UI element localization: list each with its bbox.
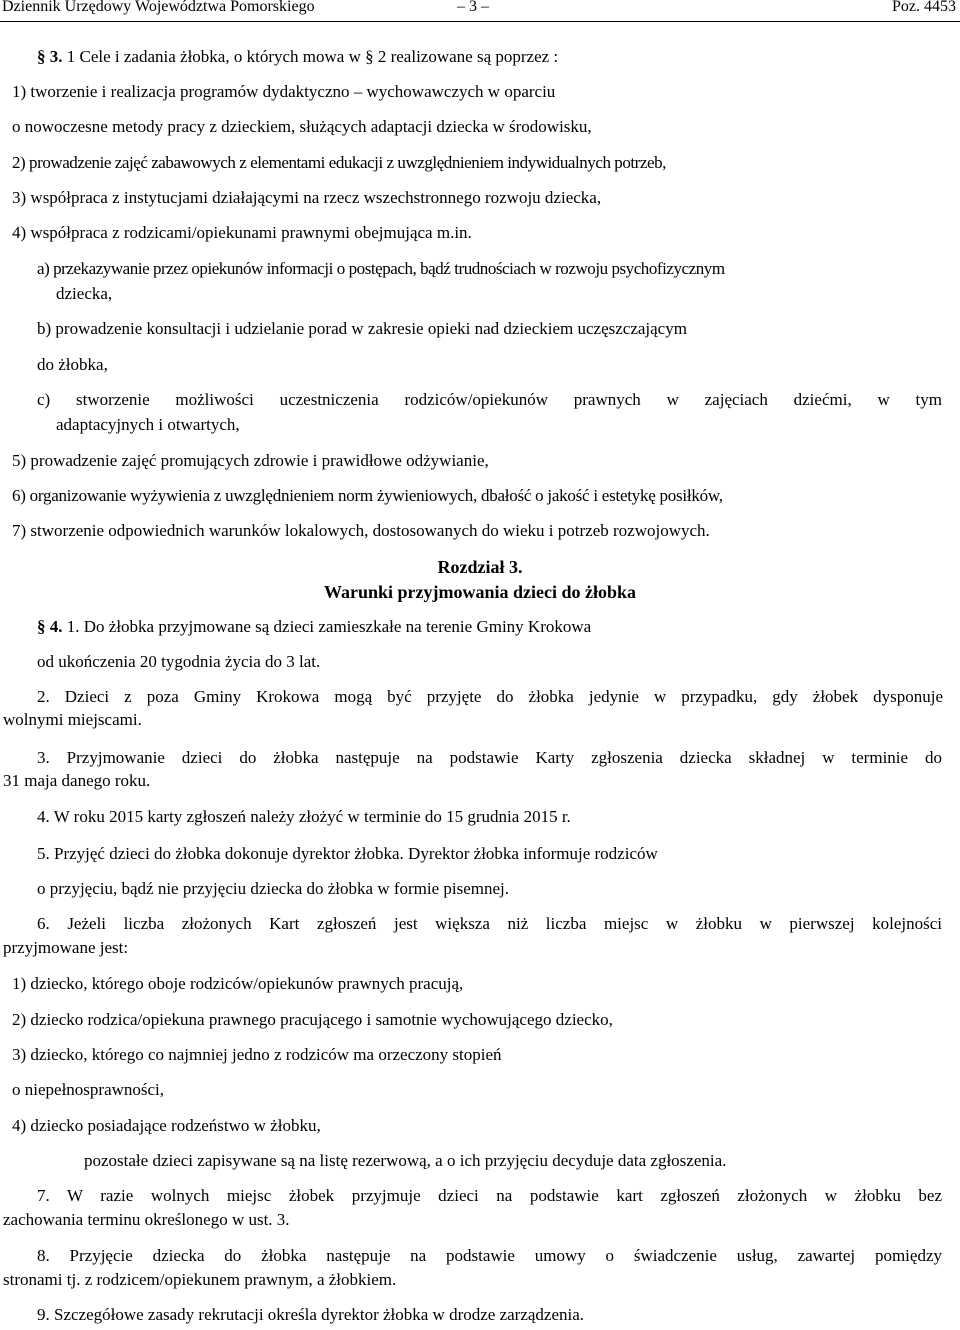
section-4-p5-line-2: o przyjęciu, bądź nie przyjęciu dziecka do żłobka w formie pisemnej. [37, 879, 510, 898]
section-4-p6-item-4: 4) dziecko posiadające rodzeństwo w żłobku, [12, 1116, 321, 1135]
section-3-item-1b: o nowoczesne metody pracy z dzieckiem, służących adaptacji dziecka w środowisku, [12, 117, 592, 136]
section-4-p3-line-2: 31 maja danego roku. [3, 771, 151, 790]
section-3-intro: 1 Cele i zadania żłobka, o których mowa w § 2 realizowane są poprzez : [66, 47, 559, 66]
section-4-p6-item-2: 2) dziecko rodzica/opiekuna prawnego pracującego i samotnie wychowującego dziecko, [12, 1010, 613, 1029]
section-4-p9: 9. Szczegółowe zasady rekrutacji określa dyrektor żłobka w drodze zarządzenia. [37, 1305, 585, 1324]
header-rule [0, 21, 960, 22]
section-3-sub-a-line-2: dziecka, [56, 284, 113, 303]
section-4-p3-line-1: 3. Przyjmowanie dzieci do żłobka następuje na podstawie Karty zgłoszenia dziecka składnej w terminie do [37, 748, 942, 767]
section-3-item-5: 5) prowadzenie zajęć promujących zdrowie i prawidłowe odżywianie, [12, 451, 489, 470]
section-4-p1-line-1: 1. Do żłobka przyjmowane są dzieci zamieszkałe na terenie Gminy Krokowa [66, 617, 592, 636]
section-3-sub-c-line-1: c) stworzenie możliwości uczestniczenia rodziców/opiekunów prawnych w zajęciach dziećmi, w tym [37, 390, 942, 409]
section-3-item-2: 2) prowadzenie zajęć zabawowych z elementami edukacji z uwzględnieniem indywidualnych potrzeb, [12, 153, 666, 172]
section-4-p6-item-3-line-2: o niepełnosprawności, [12, 1080, 165, 1099]
section-4-p5-line-1: 5. Przyjęć dzieci do żłobka dokonuje dyrektor żłobka. Dyrektor żłobka informuje rodziców [37, 844, 658, 863]
section-3-item-4: 4) współpraca z rodzicami/opiekunami prawnymi obejmująca m.in. [12, 223, 472, 242]
section-4-p8-line-2: stronami tj. z rodzicem/opiekunem prawnym, a żłobkiem. [3, 1270, 397, 1289]
section-3-item-3: 3) współpraca z instytucjami działającymi na rzecz wszechstronnego rozwoju dziecka, [12, 188, 602, 207]
section-4-p6-line-1: 6. Jeżeli liczba złożonych Kart zgłoszeń jest większa niż liczba miejsc w żłobku w pierwszej kolejności [37, 914, 942, 933]
section-3-sub-b-line-1: b) prowadzenie konsultacji i udzielanie porad w zakresie opieki nad dzieckiem uczęszczającym [37, 319, 687, 338]
section-4-p7-line-2: zachowania terminu określonego w ust. 3. [3, 1210, 290, 1229]
section-4-p7-line-1: 7. W razie wolnych miejsc żłobek przyjmuje dzieci na podstawie kart zgłoszeń złożonych w żłobku bez [37, 1186, 942, 1205]
chapter-title: Warunki przyjmowania dzieci do żłobka [323, 582, 637, 602]
page-header [0, 0, 960, 22]
section-4-p6-item-1: 1) dziecko, którego oboje rodziców/opiekunów prawnych pracują, [12, 974, 464, 993]
section-4-p2-line-1: 2. Dzieci z poza Gminy Krokowa mogą być przyjęte do żłobka jedynie w przypadku, gdy żłobek dysponuje [37, 687, 943, 706]
section-4-p2-line-2: wolnymi miejscami. [3, 710, 142, 729]
section-3-sub-a-line-1: a) przekazywanie przez opiekunów informacji o postępach, bądź trudnościach w rozwoju psychofizycznym [37, 259, 725, 278]
section-3-item-7: 7) stworzenie odpowiednich warunków lokalowych, dostosowanych do wieku i potrzeb rozwojowych. [12, 521, 710, 540]
section-4-p1-line-2: od ukończenia 20 tygodnia życia do 3 lat. [37, 652, 321, 671]
section-4-p6-remaining: pozostałe dzieci zapisywane są na listę rezerwową, a o ich przyjęciu decyduje data zgłoszenia. [84, 1151, 727, 1170]
section-4-p6-line-2: przyjmowane jest: [3, 938, 129, 957]
section-4-paragraph-1 [37, 617, 591, 637]
page-number: – 3 – [457, 0, 489, 15]
section-3-item-6: 6) organizowanie wyżywienia z uwzględnieniem norm żywieniowych, dbałość o jakość i estetykę posiłków, [12, 486, 723, 505]
chapter-number: Rozdział 3. [437, 557, 523, 577]
section-4-p8-line-1: 8. Przyjęcie dziecka do żłobka następuje na podstawie umowy o świadczenie usług, zawartej pomiędzy [37, 1246, 942, 1265]
section-4-number: § 4. [37, 617, 63, 636]
section-3-paragraph [37, 47, 558, 67]
section-3-sub-c-line-2: adaptacyjnych i otwartych, [56, 415, 240, 434]
journal-title: Dziennik Urzędowy Województwa Pomorskiego [2, 0, 315, 15]
section-3-number: § 3. [37, 47, 63, 66]
section-3-item-1a: 1) tworzenie i realizacja programów dydaktyczno – wychowawczych w oparciu [12, 82, 556, 101]
section-4-p4: 4. W roku 2015 karty zgłoszeń należy złożyć w terminie do 15 grudnia 2015 r. [37, 807, 571, 826]
section-4-p6-item-3-line-1: 3) dziecko, którego co najmniej jedno z rodziców ma orzeczony stopień [12, 1045, 502, 1064]
position-number: Poz. 4453 [892, 0, 956, 15]
section-3-sub-b-line-2: do żłobka, [37, 355, 108, 374]
